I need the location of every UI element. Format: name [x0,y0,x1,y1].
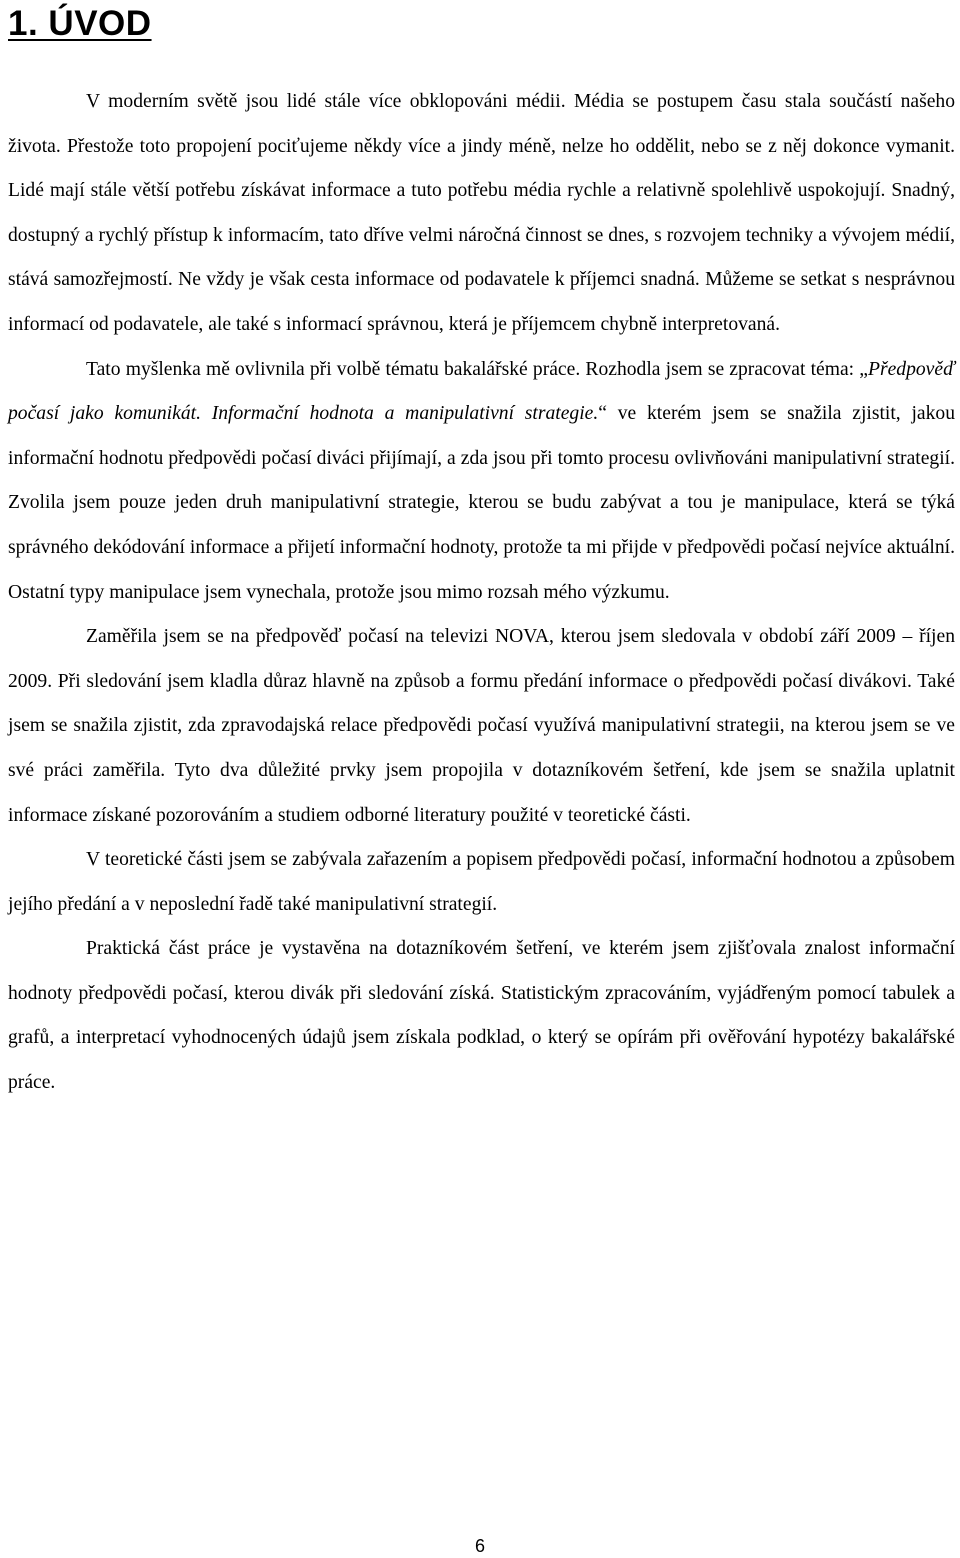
paragraph-2 [8,348,955,616]
thesis-title: Předpověď počasí jako komunikát. Informační hodnota a manipulativní strategie. [8,358,955,425]
paragraph-3: Zaměřila jsem se na předpověď počasí na televizi NOVA, kterou jsem sledovala v období září 2009 – říjen 2009. Při sledování jsem kladla důraz hlavně na způsob a formu předání informace o předpovědi počasí divákovi. Také jsem se snažila zjistit, zda zpravodajská relace předpovědi počasí využívá manipulativní strategii, na kterou jsem se ve své práci zaměřila. Tyto dva důležité prvky jsem propojila v dotazníkovém šetření, kde jsem se snažila uplatnit informace získané pozorováním a studiem odborné literatury použité v teoretické části. [8,626,955,826]
page-number: 6 [474,1536,485,1556]
paragraph-2-intro: Tato myšlenka mě ovlivnila při volbě tématu bakalářské práce. Rozhodla jsem se zpracovat téma: „ [86,358,868,380]
paragraph-1: V moderním světě jsou lidé stále více obklopováni médii. Média se postupem času stala součástí našeho života. Přestože toto propojení pociťujeme někdy více a jindy méně, nelze ho oddělit, nebo se z něj dokonce vymanit. Lidé mají stále větší potřebu získávat informace a tuto potřebu média rychle a relativně spolehlivě uspokojují. Snadný, dostupný a rychlý přístup k informacím, tato dříve velmi náročná činnost se dnes, s rozvojem techniky a vývojem médií, stává samozřejmostí. Ne vždy je však cesta informace od podavatele k příjemci snadná. Můžeme se setkat s nesprávnou informací od podavatele, ale také s informací správnou, která je příjemcem chybně interpretovaná. [8,91,955,335]
paragraph-5: Praktická část práce je vystavěna na dotazníkovém šetření, ve kterém jsem zjišťovala znalost informační hodnoty předpovědi počasí, kterou divák při sledování získá. Statistickým zpracováním, vyjádřeným pomocí tabulek a grafů, a interpretací vyhodnocených údajů jsem získala podklad, o který se opírám při ověřování hypotézy bakalářské práce. [8,938,955,1094]
paragraph-4: V teoretické části jsem se zabývala zařazením a popisem předpovědi počasí, informační hodnotou a způsobem jejího předání a v neposlední řadě také manipulativní strategií. [8,849,955,915]
body-text [8,80,955,1106]
chapter-heading: 1. ÚVOD [8,4,152,43]
paragraph-2-rest: “ ve kterém jsem se snažila zjistit, jakou informační hodnotu předpovědi počasí diváci přijímají, a zda jsou při tomto procesu ovlivňováni manipulativní strategií. Zvolila jsem pouze jeden druh manipulativní strategie, kterou se budu zabývat a tou je manipulace, která se týká správného dekódování informace a přijetí informační hodnoty, protože ta mi přijde v předpovědi počasí nejvíce aktuální. Ostatní typy manipulace jsem vynechala, protože jsou mimo rozsah mého výzkumu. [8,403,955,603]
